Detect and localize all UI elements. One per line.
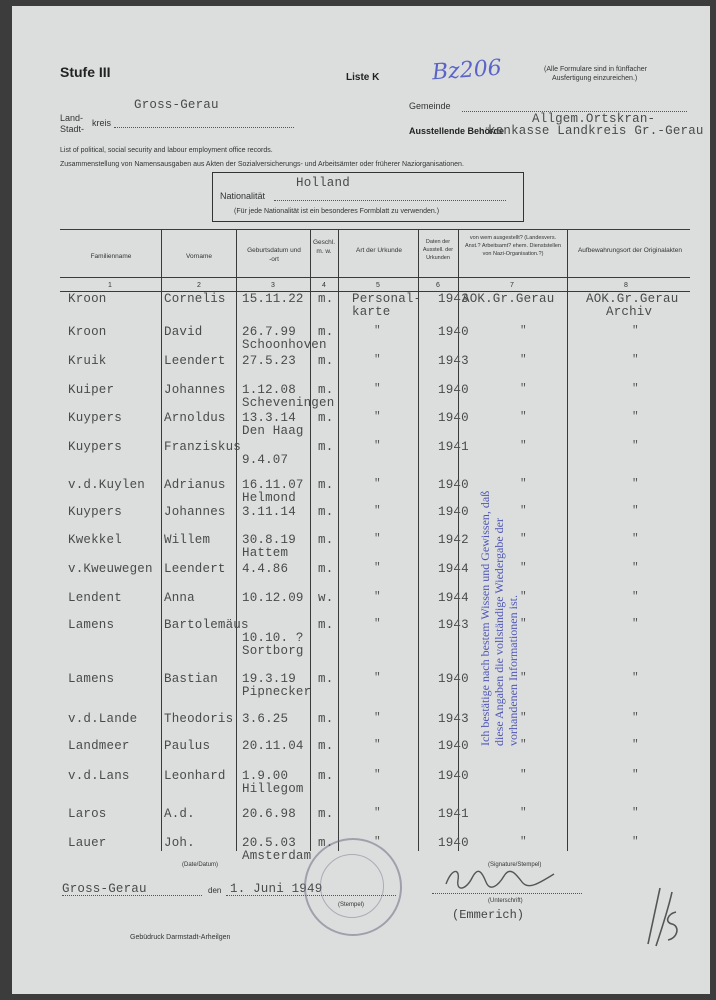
urkunde-datum-cell: 1942 xyxy=(438,533,469,547)
aussteller-cell: " xyxy=(520,440,527,452)
desc-en: List of political, social security and labour employment office records. xyxy=(60,147,273,154)
geschlecht-cell: m. xyxy=(318,739,334,753)
urkunde-datum-cell: 1940 xyxy=(438,325,469,339)
aussteller-cell: " xyxy=(520,739,527,751)
urkunde-datum-cell: 1940 xyxy=(438,672,469,686)
aussteller-cell: " xyxy=(520,478,527,490)
geschlecht-cell: m. xyxy=(318,533,334,547)
form-note-1: (Alle Formulare sind in fünffacher xyxy=(544,66,647,73)
confirmation-stamp-text: Ich bestätige nach bestem Wissen und Gewissen, daß diese Angaben die vollständige Wiedergabe der vorhandenen Informationen ist. xyxy=(478,490,520,746)
geburtsort-cell: Den Haag xyxy=(242,424,304,438)
aussteller-cell: " xyxy=(520,533,527,545)
urkunde-art-cell: " xyxy=(374,672,381,684)
urkunde-art-cell: " xyxy=(374,739,381,751)
geburtsdatum-cell: 10.12.09 xyxy=(242,591,304,605)
vorname-cell: Johannes xyxy=(164,383,226,397)
aussteller-cell: " xyxy=(520,769,527,781)
geschlecht-cell: m. xyxy=(318,836,334,850)
geburtsort-cell: Pipnecker xyxy=(242,685,312,699)
urkunde-datum-cell: 1940 xyxy=(438,478,469,492)
liste-title: Liste K xyxy=(346,72,380,83)
aufbewahrungsort-cell: " xyxy=(632,807,639,819)
aufbewahrungsort-cell: " xyxy=(632,325,639,337)
urkunde-datum-cell: 1943 xyxy=(438,354,469,368)
round-seal-inner xyxy=(320,854,384,918)
familienname-cell: Kuypers xyxy=(68,440,122,454)
col-divider xyxy=(418,229,419,851)
familienname-cell: Lendent xyxy=(68,591,122,605)
col-num-1: 1 xyxy=(108,282,112,289)
kreis-dotline xyxy=(114,127,294,128)
urkunde-art-cell: " xyxy=(374,769,381,781)
signature-name: (Emmerich) xyxy=(452,908,525,922)
col-num-5: 5 xyxy=(376,282,380,289)
geburtsort-cell: 10.10. ? xyxy=(242,631,304,645)
col-divider xyxy=(567,229,568,851)
nationality-dotline xyxy=(274,200,506,201)
document-sheet xyxy=(12,6,710,994)
col-header-2: Vorname xyxy=(185,253,213,260)
vorname-cell: Willem xyxy=(164,533,211,547)
urkunde-datum-cell: 1940 xyxy=(438,505,469,519)
col-num-8: 8 xyxy=(624,282,628,289)
aussteller-cell: " xyxy=(520,383,527,395)
urkunde-art-cell: " xyxy=(374,533,381,545)
urkunde-datum-cell: 1940 xyxy=(438,383,469,397)
confirmation-stamp xyxy=(478,486,520,746)
signature-label: (Signature/Stempel) xyxy=(488,862,542,868)
col-divider xyxy=(236,229,237,851)
aussteller-cell: " xyxy=(520,672,527,684)
vorname-cell: A.d. xyxy=(164,807,195,821)
handwritten-initials xyxy=(642,882,692,952)
vorname-cell: Anna xyxy=(164,591,195,605)
aufbewahrungsort-cell: Archiv xyxy=(606,305,653,319)
col-header-4: Geschl. m. w. xyxy=(312,239,336,255)
aussteller-cell: " xyxy=(520,591,527,603)
col-header-6: Daten der Ausstell. der Urkunden xyxy=(422,239,454,261)
geburtsort-cell: Scheveningen xyxy=(242,396,335,410)
col-num-7: 7 xyxy=(510,282,514,289)
table-top-line xyxy=(60,229,690,230)
geschlecht-cell: m. xyxy=(318,672,334,686)
urkunde-art-cell: " xyxy=(374,440,381,452)
vorname-cell: Bastian xyxy=(164,672,218,686)
geburtsort-cell: Hillegom xyxy=(242,782,304,796)
urkunde-art-cell: " xyxy=(374,411,381,423)
desc-de: Zusammenstellung von Namensausgaben aus Akten der Sozialversicherungs- und Arbeitsämter oder früherer Naziorganisationen. xyxy=(60,161,464,168)
geburtsdatum-cell: 19.3.19 xyxy=(242,672,296,686)
aufbewahrungsort-cell: " xyxy=(632,739,639,751)
stufe-title: Stufe III xyxy=(60,64,111,80)
ausstellende-value: kenkasse Landkreis Gr.-Gerau xyxy=(488,124,704,138)
geschlecht-cell: m. xyxy=(318,354,334,368)
vorname-cell: Arnoldus xyxy=(164,411,226,425)
geburtsdatum-cell: 20.6.98 xyxy=(242,807,296,821)
geburtsdatum-cell: 3.6.25 xyxy=(242,712,289,726)
footer-place-dotline xyxy=(62,895,202,896)
ausstellende-label: Ausstellende Behörde xyxy=(409,126,505,136)
urkunde-datum-cell: 1941 xyxy=(438,807,469,821)
geburtsort-cell: Schoonhoven xyxy=(242,338,327,352)
aufbewahrungsort-cell: " xyxy=(632,478,639,490)
aufbewahrungsort-cell: " xyxy=(632,383,639,395)
urkunde-datum-cell: 1944 xyxy=(438,562,469,576)
urkunde-datum-cell: 1940 xyxy=(438,836,469,850)
aussteller-cell: " xyxy=(520,562,527,574)
aussteller-cell: AOK.Gr.Gerau xyxy=(462,292,555,306)
form-note-2: Ausfertigung einzureichen.) xyxy=(552,75,638,82)
geschlecht-cell: m. xyxy=(318,440,334,454)
familienname-cell: v.d.Lans xyxy=(68,769,130,783)
geburtsort-cell: Amsterdam xyxy=(242,849,312,863)
vorname-cell: Adrianus xyxy=(164,478,226,492)
familienname-cell: Kuypers xyxy=(68,505,122,519)
geburtsdatum-cell: 16.11.07 xyxy=(242,478,304,492)
kreis-value: Gross-Gerau xyxy=(134,98,219,112)
urkunde-datum-cell: 1941 xyxy=(438,440,469,454)
kreis-label: kreis xyxy=(92,118,112,128)
nationality-note: (Für jede Nationalität ist ein besonderes Formblatt zu verwenden.) xyxy=(234,208,440,215)
aussteller-cell: " xyxy=(520,505,527,517)
urkunde-art-cell: " xyxy=(374,383,381,395)
urkunde-art-cell: " xyxy=(374,478,381,490)
geburtsdatum-cell: 26.7.99 xyxy=(242,325,296,339)
geburtsort-cell: 9.4.07 xyxy=(242,453,289,467)
printer-note: Gebüdruck Darmstadt-Arheilgen xyxy=(130,934,231,941)
urkunde-art-cell: Personal- xyxy=(352,292,422,306)
geburtsort-cell: Hattem xyxy=(242,546,289,560)
geschlecht-cell: m. xyxy=(318,712,334,726)
urkunde-art-cell: " xyxy=(374,562,381,574)
geburtsdatum-cell: 4.4.86 xyxy=(242,562,289,576)
geburtsdatum-cell: 27.5.23 xyxy=(242,354,296,368)
familienname-cell: Kroon xyxy=(68,292,107,306)
vorname-cell: Bartolemäus xyxy=(164,618,249,632)
geschlecht-cell: m. xyxy=(318,769,334,783)
aussteller-cell: " xyxy=(520,618,527,630)
geburtsdatum-cell: 1.9.00 xyxy=(242,769,289,783)
geschlecht-cell: w. xyxy=(318,591,334,605)
aufbewahrungsort-cell: " xyxy=(632,411,639,423)
geschlecht-cell: m. xyxy=(318,292,334,306)
vorname-cell: Franziskus xyxy=(164,440,242,454)
footer-den: den xyxy=(208,886,222,895)
gemeinde-value: Allgem.Ortskran- xyxy=(532,112,656,126)
familienname-cell: v.d.Lande xyxy=(68,712,138,726)
aufbewahrungsort-cell: " xyxy=(632,354,639,366)
geburtsdatum-cell: 1.12.08 xyxy=(242,383,296,397)
geburtsdatum-cell: 3.11.14 xyxy=(242,505,296,519)
familienname-cell: Lamens xyxy=(68,618,115,632)
land-label: Land- xyxy=(60,113,84,123)
geschlecht-cell: m. xyxy=(318,411,334,425)
col-num-4: 4 xyxy=(322,282,326,289)
familienname-cell: Kroon xyxy=(68,325,107,339)
aufbewahrungsort-cell: " xyxy=(632,505,639,517)
aussteller-cell: " xyxy=(520,712,527,724)
geschlecht-cell: m. xyxy=(318,505,334,519)
vorname-cell: David xyxy=(164,325,203,339)
geburtsdatum-cell: 20.11.04 xyxy=(242,739,304,753)
geburtsdatum-cell: 13.3.14 xyxy=(242,411,296,425)
signature-dotline xyxy=(432,893,582,894)
familienname-cell: Lauer xyxy=(68,836,107,850)
aufbewahrungsort-cell: " xyxy=(632,591,639,603)
col-divider xyxy=(310,229,311,851)
urkunde-art-cell: " xyxy=(374,591,381,603)
aussteller-cell: " xyxy=(520,354,527,366)
vorname-cell: Leendert xyxy=(164,354,226,368)
urkunde-art-cell: karte xyxy=(352,305,391,319)
geschlecht-cell: m. xyxy=(318,325,334,339)
table-header-line xyxy=(60,277,690,278)
urkunde-art-cell: " xyxy=(374,712,381,724)
vorname-cell: Leonhard xyxy=(164,769,226,783)
aufbewahrungsort-cell: " xyxy=(632,562,639,574)
col-num-3: 3 xyxy=(271,282,275,289)
stadt-label: Stadt- xyxy=(60,124,85,134)
urkunde-art-cell: " xyxy=(374,836,381,848)
familienname-cell: Landmeer xyxy=(68,739,130,753)
aufbewahrungsort-cell: " xyxy=(632,440,639,452)
geburtsdatum-cell: 20.5.03 xyxy=(242,836,296,850)
vorname-cell: Joh. xyxy=(164,836,195,850)
aufbewahrungsort-cell: " xyxy=(632,836,639,848)
urkunde-datum-cell: 1940 xyxy=(438,769,469,783)
familienname-cell: v.d.Kuylen xyxy=(68,478,146,492)
aussteller-cell: " xyxy=(520,807,527,819)
nationality-label: Nationalität xyxy=(220,191,266,201)
stempel-label: (Stempel) xyxy=(338,902,365,908)
familienname-cell: Kwekkel xyxy=(68,533,122,547)
vorname-cell: Johannes xyxy=(164,505,226,519)
urkunde-art-cell: " xyxy=(374,618,381,630)
aufbewahrungsort-cell: " xyxy=(632,712,639,724)
date-label: (Date/Datum) xyxy=(182,862,219,868)
geschlecht-cell: m. xyxy=(318,618,334,632)
aussteller-cell: " xyxy=(520,836,527,848)
familienname-cell: Lamens xyxy=(68,672,115,686)
aufbewahrungsort-cell: " xyxy=(632,672,639,684)
footer-date: 1. Juni 1949 xyxy=(230,882,323,896)
aussteller-cell: " xyxy=(520,411,527,423)
aufbewahrungsort-cell: " xyxy=(632,618,639,630)
geschlecht-cell: m. xyxy=(318,383,334,397)
vorname-cell: Theodoris xyxy=(164,712,234,726)
signature-scribble xyxy=(442,864,562,894)
col-header-3: Geburtsdatum und -ort xyxy=(247,247,301,263)
urkunde-art-cell: " xyxy=(374,325,381,337)
col-divider xyxy=(338,229,339,851)
urkunde-datum-cell: 1943 xyxy=(438,292,469,306)
col-header-8: Aufbewahrungsort der Originalakten xyxy=(577,247,683,254)
aufbewahrungsort-cell: " xyxy=(632,533,639,545)
col-header-7: von wem ausgestellt? (Landesvers. Anst.? Arbeitsamt? ehem. Dienststellen von Nazi-Organisation.?) xyxy=(465,235,561,257)
familienname-cell: Laros xyxy=(68,807,107,821)
urkunde-datum-cell: 1940 xyxy=(438,739,469,753)
vorname-cell: Paulus xyxy=(164,739,211,753)
footer-place: Gross-Gerau xyxy=(62,882,147,896)
col-header-5: Art der Urkunde xyxy=(356,247,402,254)
geschlecht-cell: m. xyxy=(318,562,334,576)
col-num-2: 2 xyxy=(197,282,201,289)
col-divider xyxy=(161,229,162,851)
gemeinde-label: Gemeinde xyxy=(409,101,451,111)
unterschrift-label: (Unterschrift) xyxy=(488,898,523,904)
geschlecht-cell: m. xyxy=(318,807,334,821)
geburtsdatum-cell: 30.8.19 xyxy=(242,533,296,547)
urkunde-art-cell: " xyxy=(374,354,381,366)
geburtsort-cell: Helmond xyxy=(242,491,296,505)
urkunde-art-cell: " xyxy=(374,807,381,819)
familienname-cell: Kuiper xyxy=(68,383,115,397)
aufbewahrungsort-cell: " xyxy=(632,769,639,781)
aussteller-cell: " xyxy=(520,325,527,337)
geschlecht-cell: m. xyxy=(318,478,334,492)
geburtsort-cell: Sortborg xyxy=(242,644,304,658)
familienname-cell: Kuypers xyxy=(68,411,122,425)
familienname-cell: Kruik xyxy=(68,354,107,368)
urkunde-datum-cell: 1943 xyxy=(438,618,469,632)
urkunde-datum-cell: 1944 xyxy=(438,591,469,605)
col-num-6: 6 xyxy=(436,282,440,289)
urkunde-datum-cell: 1943 xyxy=(438,712,469,726)
urkunde-datum-cell: 1940 xyxy=(438,411,469,425)
col-header-1: Familienname xyxy=(90,253,132,260)
handwritten-ref: Bz206 xyxy=(431,55,503,86)
urkunde-art-cell: " xyxy=(374,505,381,517)
vorname-cell: Leendert xyxy=(164,562,226,576)
vorname-cell: Cornelis xyxy=(164,292,226,306)
nationality-value: Holland xyxy=(296,176,350,190)
geburtsdatum-cell: 15.11.22 xyxy=(242,292,304,306)
familienname-cell: v.Kweuwegen xyxy=(68,562,153,576)
aufbewahrungsort-cell: AOK.Gr.Gerau xyxy=(586,292,679,306)
